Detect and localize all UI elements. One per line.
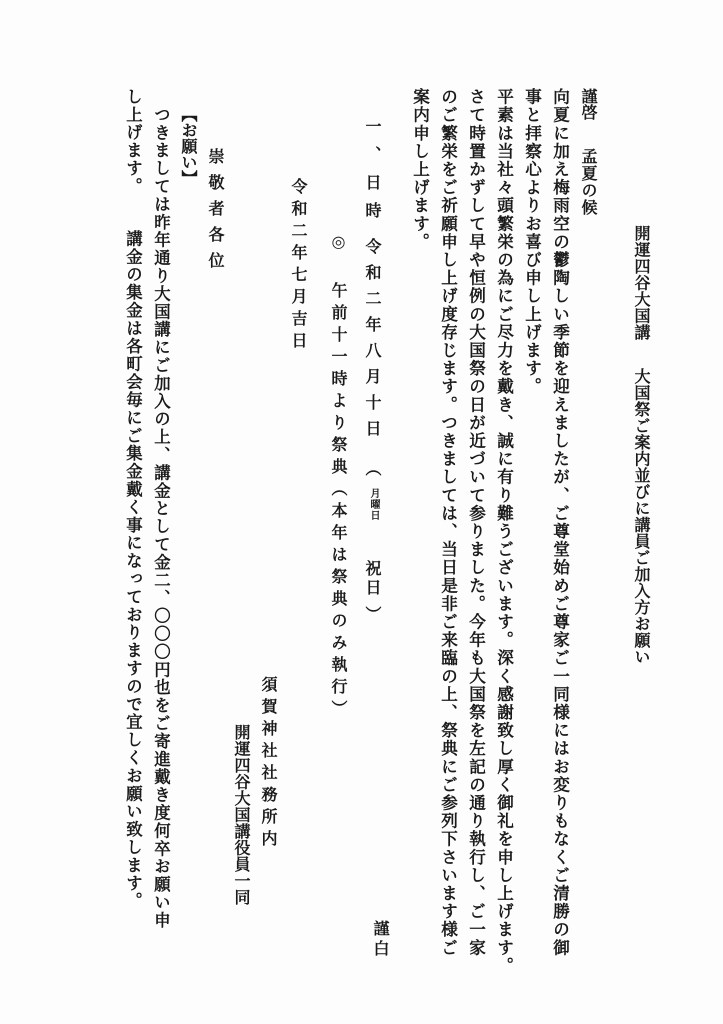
title-org: 開運四谷大国講 (632, 225, 651, 341)
item-weekday: 月曜日 (368, 488, 379, 521)
body-line-2: 事と拝察心よりお喜び申し上げます。 (522, 88, 543, 396)
request-heading: 【お願い】 (179, 106, 198, 186)
body-line-6: 案内申し上げます。 (410, 88, 431, 251)
season-greeting: 孟夏の候 (579, 148, 598, 216)
request-line-3: 講金の集金は各町会毎にご集金戴く事になっておりますので宜しくお願い致します。 (123, 230, 143, 911)
item-date: 令和二年八月十日 (363, 238, 382, 446)
request-line-2: し上げます。 (123, 88, 143, 196)
item-label: 一、日時 (363, 118, 382, 230)
body-line-3: 平素は当社々頭繁栄の為にご尽力を戴き、誠に有り難うございます。深く感謝致し厚く御礼を申し上げます。 (494, 88, 515, 975)
item-paren-close: ） (363, 606, 382, 622)
request-line-1: つきましては昨年通り大国講にご加入の上、講金として金二、〇〇〇円也をご寄進戴き度何卒お願い申 (151, 106, 171, 930)
item-paren-open: （ (363, 460, 382, 476)
salutation: 謹啓 (579, 88, 598, 120)
date-line: 令和二年七月吉日 (289, 178, 308, 354)
sender-office: 須賀神社社務所内 (259, 676, 278, 852)
body-line-4: さて時置かずして早や恒例の大国祭の日が近づいて参りました。今年も大国祭を左記の通り執行し、ご一家 (466, 88, 487, 957)
recipient: 崇敬者各位 (206, 148, 225, 278)
signoff: 謹白 (371, 920, 390, 960)
item-time: ◎ 午前十一時より祭典（本年は祭典のみ執行） (329, 232, 348, 722)
document-title: 大国祭ご案内並びに講員ご加入方お願い (632, 368, 651, 665)
body-line-1: 向夏に加え梅雨空の鬱陶しい季節を迎えましたが、ご尊堂始めご尊家ご一同様にはお変りもなくご清勝の御 (550, 88, 571, 957)
item-holiday: 祝日 (363, 560, 382, 598)
sender-committee: 開運四谷大国講役員一同 (232, 724, 251, 906)
body-line-5: のご繁栄をご祈願申し上げ度存じます。つきましては、当日是非ご来臨の上、祭典にご参列下さいます様ご (438, 88, 459, 957)
